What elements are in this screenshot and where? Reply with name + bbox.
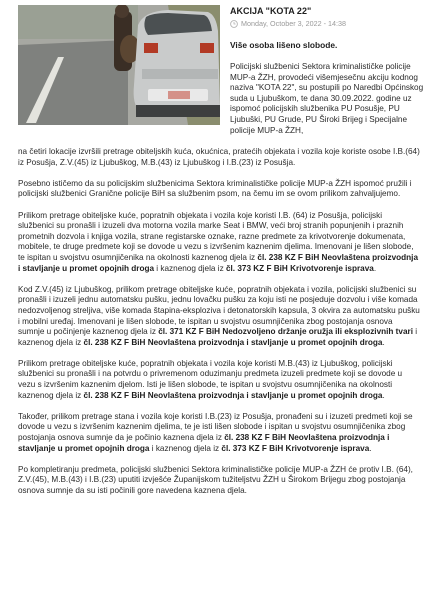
legal-reference: čl. 371 KZ F BiH Nedozvoljeno držanje oružja ili eksplozivnih tvari (158, 327, 413, 337)
clock-icon (230, 20, 238, 28)
legal-reference: čl. 373 KZ F BiH Krivotvorenje isprava (225, 263, 374, 273)
paragraph-5 (18, 359, 420, 401)
police-car-photo (18, 5, 220, 125)
paragraph-4 (18, 285, 420, 349)
paragraph-text: . (382, 390, 385, 400)
legal-reference: čl. 238 KZ F BiH Neovlaštena proizvodnja i stavljanje u promet opojnih droga (18, 252, 419, 273)
paragraph-text: i kaznenog djela iz (149, 443, 222, 453)
article-lead: Više osoba lišeno slobode. (230, 40, 338, 50)
paragraph-3 (18, 211, 420, 275)
paragraph-text: Kod Z.V.(45) iz Ljubuškog, prilikom pretrage obiteljske kuće, popratnih objekata i vozila, policijski službenici su pronašli i izuzeli jednu automatsku pušku, jednu lovačku pušku za koju isti ne posjeduje dozvolu i više komada nedozvoljenog streljiva, više komada štapina-eksploziva i detonatorskih kapsula, 3 okvira za automatsku pušku i mobilni uređaj. Imenovani je lišen slobode, te ispitan u svojstvu osumnjičenika zbog postojanja osnova sumnje u počinjenje kaznenog djela iz (18, 284, 420, 337)
legal-reference: čl. 238 KZ F BiH Neovlaštena proizvodnja i stavljanje u promet opojnih droga (83, 337, 383, 347)
paragraph-7: Po kompletiranju predmeta, policijski službenici Sektora kriminalističke policije MUP-a ŽZH će protiv I.B. (64), Z.V.(45), M.B.(43) i I.B.(23) uputiti izvješće Županijskom tužiteljstvu ŽZH u Širokom Brijegu zbog postojanja osnova sumnje da su isti počinili gore navedena kaznena djela. (18, 464, 413, 495)
article-date: Monday, October 3, 2022 - 14:38 (241, 19, 346, 28)
legal-reference: čl. 238 KZ F BiH Neovlaštena proizvodnja i stavljanje u promet opojnih droga (18, 433, 390, 453)
article-photo (18, 5, 220, 125)
paragraph-text: Također, prilikom pretrage stana i vozila koje koristi I.B.(23) iz Posušja, pronađeni su i izuzeti predmeti koji se dovode u vezu s izvršenim kaznenim djelima, te je isti lišen slobode i ispitan u svojstvu osumnjičenika zbog postojanja osnova sumnje da je počinio kaznena djela iz (18, 411, 413, 443)
paragraph-text: i kaznenog djela iz (154, 263, 226, 273)
paragraph-1-end: na četiri lokacije izvršili pretrage obiteljskih kuća, okućnica, pratećih objekata i vozila koje koriste osobe I.B.(64) iz Posušja, Z.V.(45) iz Ljubuškog, M.B.(43) iz Ljubuškog i I.B.(23) iz Posušja. (18, 147, 420, 167)
paragraph-1-start: Policijski službenici Sektora kriminalističke policije MUP-a ŽZH, provodeći višemjesečnu akciju kodnog naziva "KOTA 22", su postupili po Naredbi Općinskog suda u Ljubuškom, te dana 30.09.2022. godine uz ispomoć policijskih službenika PU Posušje, PU Ljubuški, PU Grude, PU Široki Brijeg i Specijalne policije MUP-a ŽZH, (230, 62, 424, 135)
article-body (18, 147, 420, 507)
article-title: AKCIJA "KOTA 22" (230, 6, 312, 16)
paragraph-6 (18, 412, 420, 454)
article-meta (230, 19, 425, 29)
paragraph-text: . (369, 443, 372, 453)
paragraph-text: . (373, 263, 377, 273)
paragraph-text: Prilikom pretrage obiteljske kuće, popratnih objekata i vozila koje koristi M.B.(43) iz Ljubuškog, policijski službenici su pronašli i na potvrdu o privremenom oduzimanju predmeta izuzeli predmete koji se dovode u vezu s izvršenim kaznenim djelom. Isti je lišen slobode, te ispitan u svojstvu osumnjičenika na okolnosti kaznenog djela iz (18, 358, 403, 400)
article-header (230, 5, 425, 136)
legal-reference: čl. 238 KZ F BiH Neovlaštena proizvodnja i stavljanje u promet opojnih droga (83, 390, 383, 400)
paragraph-2: Posebno ističemo da su policijskim službenicima Sektora kriminalističke policije MUP-a ŽZH ispomoć pružili i policijski službenici Granične policije BiH sa službenim psom, na čemu im se ovom prilikom zahvaljujemo. (18, 178, 412, 199)
legal-reference: čl. 373 KZ F BiH Krivotvorenje isprava (221, 443, 370, 453)
paragraph-text: i kaznenog djela iz (18, 327, 418, 347)
paragraph-text: . (382, 337, 385, 347)
paragraph-text: Prilikom pretrage obiteljske kuće, popratnih objekata i vozila koje koristi I.B. (64) iz Posušja, policijski službenici su pronašli i izuzeli dva motorna vozila marke Seat i BMW, veći broj stranih popunjenih i praznih prometnih dozvola i knjiga vozila, strane registarske oznake, razne predmete za krivotvorenje dokumenata, mobitele, te druge predmete koji se dovode u vezu s izvršenim kaznenim djelima. Imenovani je lišen slobode, te ispitan u svojstvu osumnjičenika na okolnosti kaznenog djela iz (18, 210, 414, 262)
